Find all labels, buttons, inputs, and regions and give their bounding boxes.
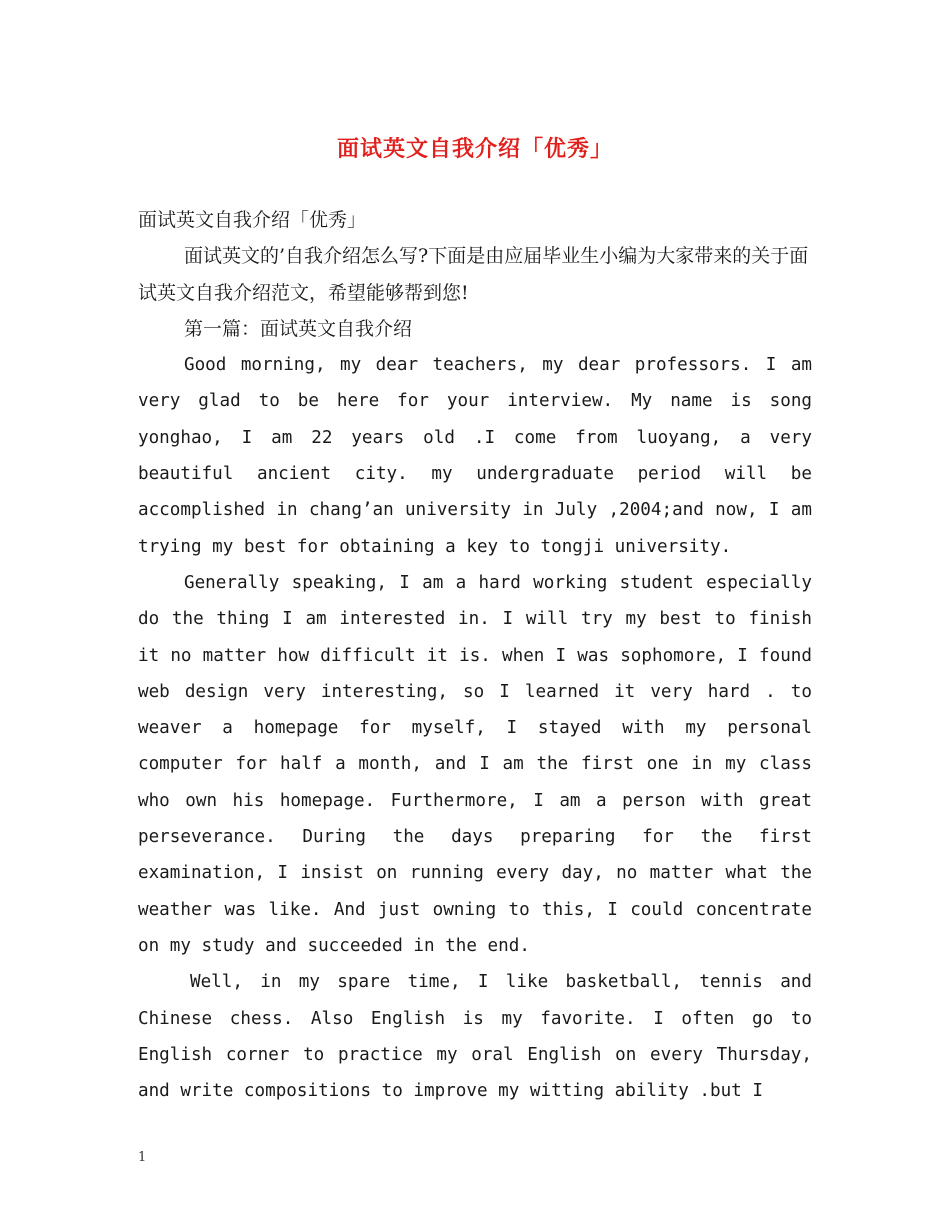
paragraph-english-3: Well, in my spare time, I like basketball, tennis and Chinese chess. Also English is my favorite. I often go to English corner to practice my oral English on every Thursday, and write compositions to improve my witting ability .but I — [138, 972, 812, 1102]
paragraph-subtitle: 面试英文自我介绍「优秀」 — [138, 209, 367, 231]
paragraph-english-2: Generally speaking, I am a hard working student especially do the thing I am interested in. I will try my best to finish it no matter how difficult it is. when I was sophomore, I found web design very interesting, so I learned it very hard . to weaver a homepage for myself, I stayed with my personal computer for half a month, and I am the first one in my class who own his homepage. Furthermore, I am a person with great perseverance. During the days preparing for the first examination, I insist on running every day, no matter what the weather was like. And just owning to this, I could concentrate on my study and succeeded in the end. — [138, 572, 812, 956]
paragraph-section-heading: 第一篇：面试英文自我介绍 — [184, 317, 413, 340]
paragraph-intro: 面试英文的’自我介绍怎么写?下面是由应届毕业生小编为大家带来的关于面试英文自我介绍范文，希望能够帮到您! — [138, 245, 809, 304]
page-number: 1 — [138, 1150, 147, 1165]
document-body — [138, 202, 812, 1109]
paragraph-english-1: Good morning, my dear teachers, my dear professors. I am very glad to be here for your interview. My name is song yonghao, I am 22 years old .I come from luoyang, a very beautiful ancient city. my undergraduate period will be accomplished in chang’an university in July ,2004;and now, I am trying my best for obtaining a key to tongji university. — [138, 355, 812, 557]
document-title: 面试英文自我介绍「优秀」 — [336, 136, 613, 162]
